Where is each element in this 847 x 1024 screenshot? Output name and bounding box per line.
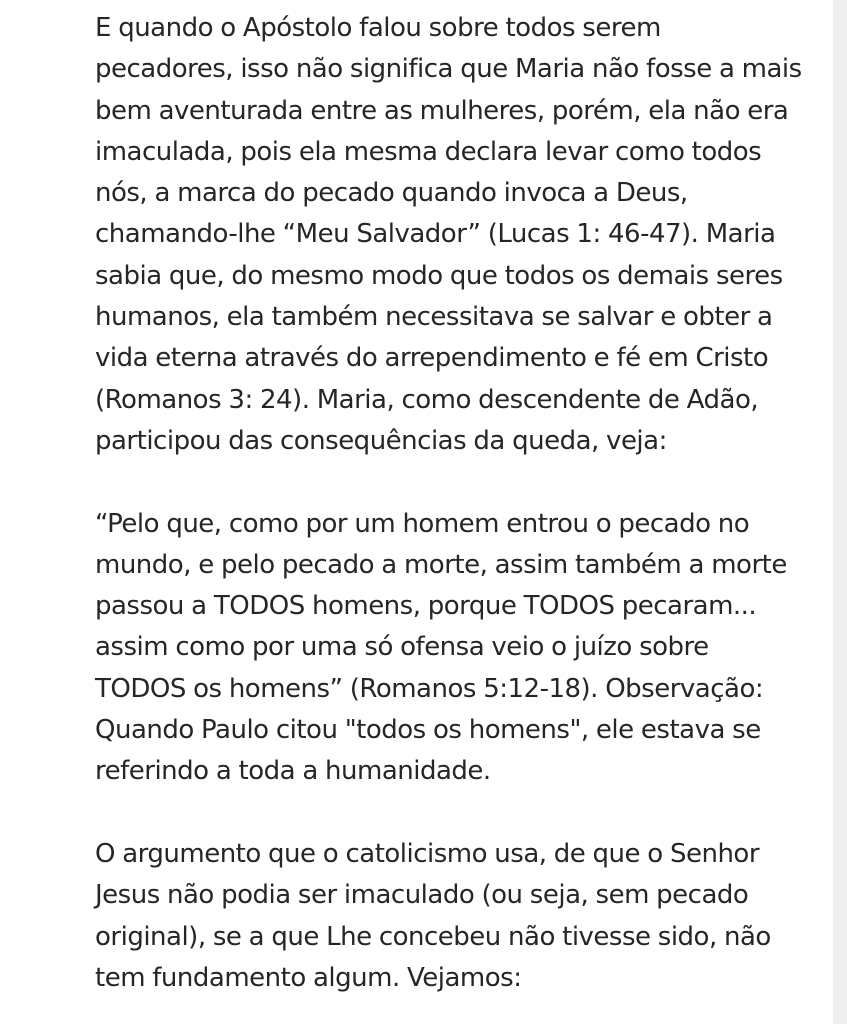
text-line: Jesus não podia ser imaculado (ou seja, sem pecado [95, 880, 749, 911]
text-line: passou a TODOS homens, porque TODOS pecaram... [95, 591, 757, 622]
paragraph-spacer [95, 462, 815, 503]
text-line: vida eterna através do arrependimento e fé em Cristo [95, 343, 769, 374]
article-body [95, 8, 815, 999]
text-line: referindo a toda a humanidade. [95, 756, 491, 787]
text-line: (Romanos 3: 24). Maria, como descendente de Adão, [95, 384, 759, 415]
text-line: Quando Paulo citou "todos os homens", ele estava se [95, 715, 761, 746]
text-line: E quando o Apóstolo falou sobre todos serem [95, 13, 661, 43]
text-line: bem aventurada entre as mulheres, porém, ela não era [95, 95, 789, 126]
paragraph-spacer [95, 793, 815, 834]
text-line: imaculada, pois ela mesma declara levar como todos [95, 136, 762, 167]
text-line: tem fundamento algum. Vejamos: [95, 962, 522, 993]
paragraph-3 [95, 834, 815, 999]
text-line: TODOS os homens” (Romanos 5:12-18). Observação: [95, 673, 764, 704]
text-line: nós, a marca do pecado quando invoca a Deus, [95, 178, 688, 209]
paragraph-1 [95, 8, 815, 462]
text-line: participou das consequências da queda, veja: [95, 425, 667, 456]
text-line: humanos, ela também necessitava se salvar e obter a [95, 302, 773, 333]
text-line: “Pelo que, como por um homem entrou o pecado no [95, 508, 750, 539]
text-line: mundo, e pelo pecado a morte, assim também a morte [95, 549, 787, 580]
text-line: O argumento que o catolicismo usa, de que o Senhor [95, 838, 760, 869]
paragraph-2-quote [95, 504, 815, 793]
text-line: sabia que, do mesmo modo que todos os demais seres [95, 260, 783, 291]
text-line: chamando-lhe “Meu Salvador” (Lucas 1: 46-47). Maria [95, 219, 776, 250]
scrollbar-track[interactable] [833, 0, 847, 1024]
text-line: assim como por uma só ofensa veio o juízo sobre [95, 632, 709, 663]
text-line: pecadores, isso não significa que Maria não fosse a mais [95, 54, 802, 85]
text-line: original), se a que Lhe concebeu não tivesse sido, não [95, 921, 771, 952]
